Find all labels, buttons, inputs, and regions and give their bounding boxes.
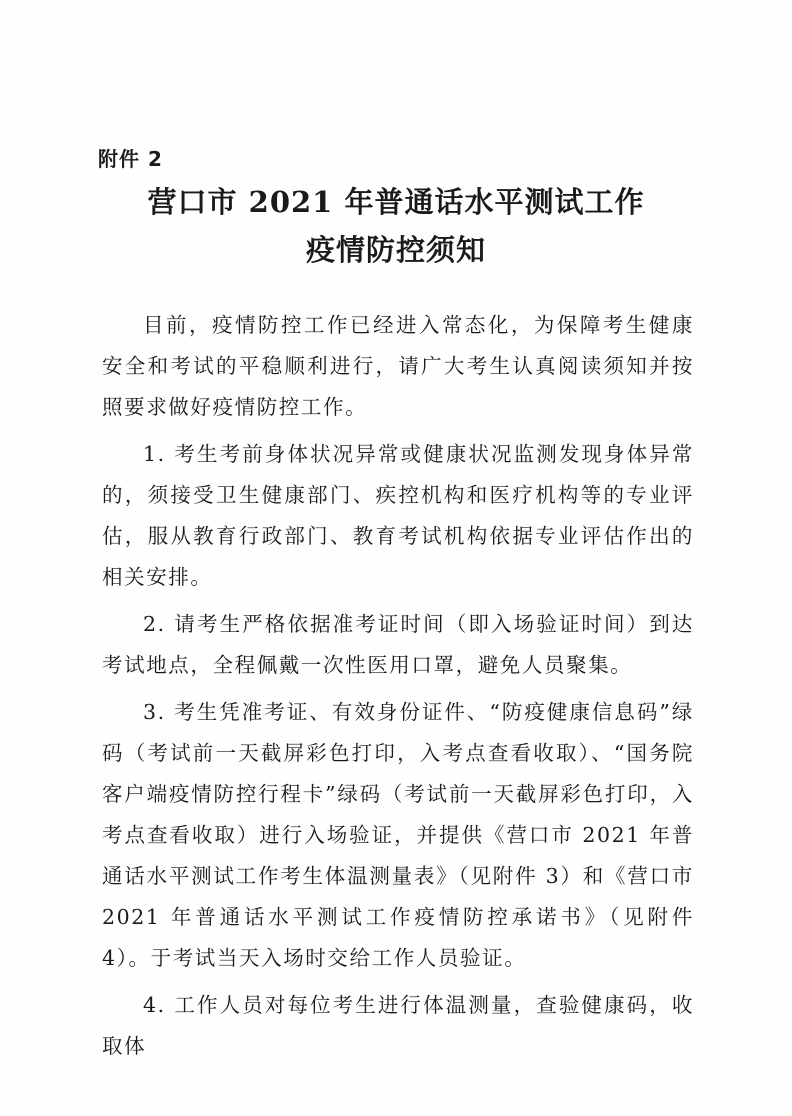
document-body (102, 305, 694, 1073)
document-title-line-2: 疫情防控须知 (305, 233, 486, 267)
attachment-label: 附件 2 (98, 147, 163, 171)
item-4-paragraph: 4. 工作人员对每位考生进行体温测量，查验健康码，收取体 (102, 993, 694, 1058)
document-title-line-1: 营口市 2021 年普通话水平测试工作 (147, 185, 645, 219)
item-1-paragraph: 1. 考生考前身体状况异常或健康状况监测发现身体异常的，须接受卫生健康部门、疾控机构和医疗机构等的专业评估，服从教育行政部门、教育考试机构依据专业评估作出的相关安排。 (102, 442, 694, 589)
intro-paragraph: 目前，疫情防控工作已经进入常态化，为保障考生健康安全和考试的平稳顺利进行，请广大考生认真阅读须知并按照要求做好疫情防控工作。 (102, 313, 694, 419)
item-3-paragraph: 3. 考生凭准考证、有效身份证件、“防疫健康信息码”绿码（考试前一天截屏彩色打印，入考点查看收取）、“国务院客户端疫情防控行程卡”绿码（考试前一天截屏彩色打印，入考点查看收取）进行入场验证，并提供《营口市 2021 年普通话水平测试工作考生体温测量表》（见附件 3）和《营口市 2021 年普通话水平测试工作疫情防控承诺书》（见附件 4）。于考试当天入场时交给工作人员验证。 (102, 700, 694, 970)
item-2-paragraph: 2. 请考生严格依据准考证时间（即入场验证时间）到达考试地点，全程佩戴一次性医用口罩，避免人员聚集。 (102, 612, 694, 677)
